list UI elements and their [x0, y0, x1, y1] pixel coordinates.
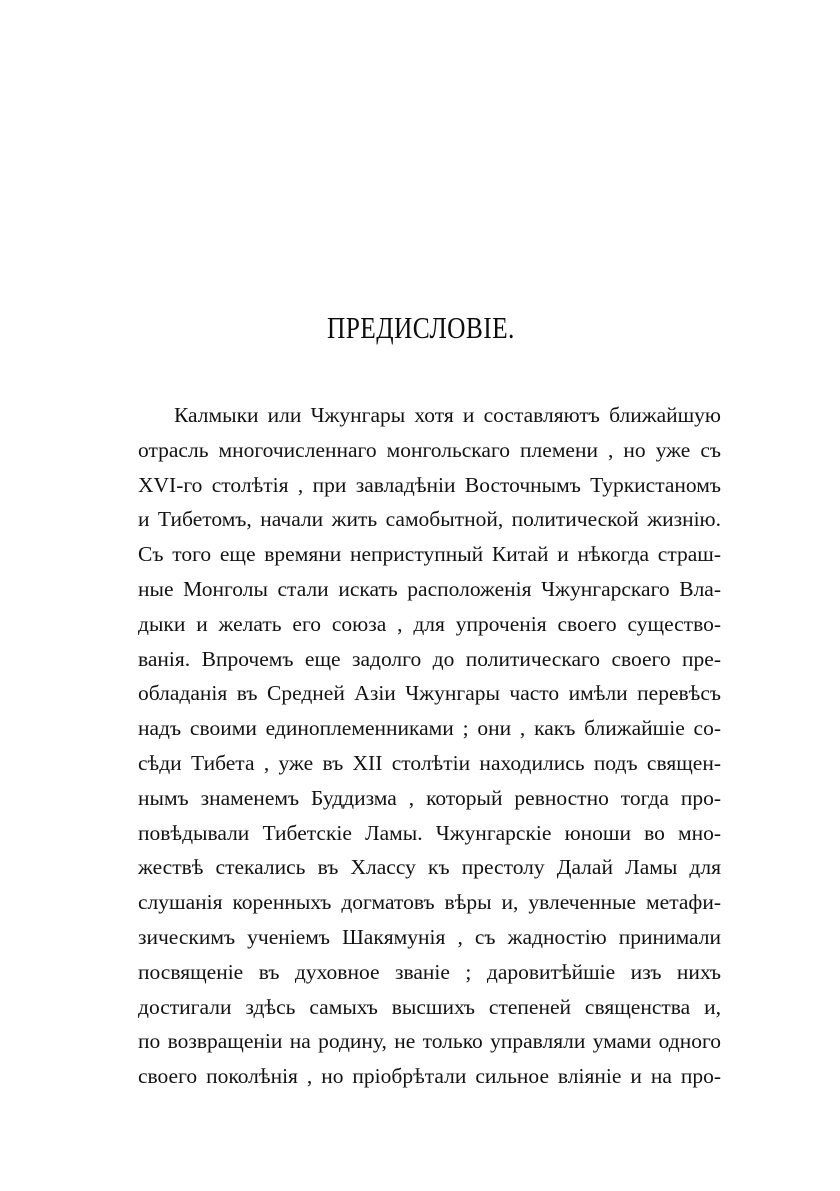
- text-line: по возвращеніи на родину, не только управляли умами одного: [138, 1029, 721, 1054]
- text-line: слушанія коренныхъ догматовъ вѣры и, увлеченные метафи-: [138, 890, 721, 915]
- text-line: ные Монголы стали искать расположенія Чжунгарскаго Вла-: [138, 576, 721, 601]
- text-line: посвященіе въ духовное званіе ; даровитѣйшіе изъ нихъ: [138, 959, 721, 984]
- text-line: своего поколѣнія , но пріобрѣтали сильное вліяніе и на про-: [138, 1064, 721, 1089]
- text-line: дыки и желать его союза , для упроченія своего существо-: [138, 611, 721, 636]
- text-line: Калмыки или Чжунгары хотя и составляютъ ближайшую: [174, 403, 721, 427]
- text-line: надъ своими единоплеменниками ; они , какъ ближайшіе со-: [138, 716, 721, 741]
- text-line: сѣди Тибета , уже въ XII столѣтіи находились подъ священ-: [138, 750, 721, 775]
- body-text: [138, 398, 721, 1094]
- text-line: нымъ знаменемъ Буддизма , который ревностно тогда про-: [138, 785, 721, 810]
- text-line: и Тибетомъ, начали жить самобытной, политической жизнію.: [138, 507, 721, 532]
- text-line: Съ того еще времяни неприступный Китай и нѣкогда страш-: [138, 542, 721, 567]
- text-line: отрасль многочисленнаго монгольскаго племени , но уже съ: [138, 437, 721, 462]
- text-line: жествѣ стекались въ Хлассу къ престолу Далай Ламы для: [138, 855, 721, 880]
- text-line: повѣдывали Тибетскіе Ламы. Чжунгарскіе юноши во мно-: [138, 820, 721, 845]
- text-line: XVI-го столѣтія , при завладѣніи Восточнымъ Туркистаномъ: [138, 472, 721, 497]
- page-title: ПРЕДИСЛОВІЕ.: [326, 310, 515, 345]
- text-line: обладанія въ Средней Азіи Чжунгары часто имѣли перевѣсъ: [138, 681, 721, 706]
- text-line: ванія. Впрочемъ еще задолго до политическаго своего пре-: [138, 646, 721, 671]
- text-line: достигали здѣсь самыхъ высшихъ степеней священства и,: [138, 994, 721, 1019]
- text-line: зическимъ ученіемъ Шакямунія , съ жадностію принимали: [138, 924, 721, 949]
